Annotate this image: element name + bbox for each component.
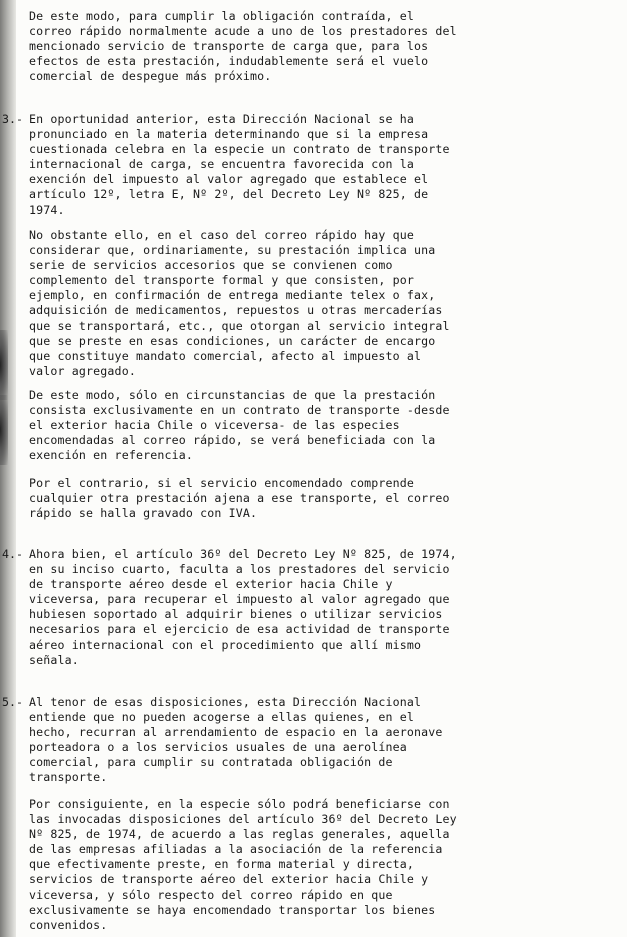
paragraph: Por consiguiente, en la especie sólo podrá beneficiarse con las invocadas disposiciones del artículo 36º del Decreto Ley Nº 825, de 1974, de acuerdo a las reglas generales, aquella de las empresas afiliadas a la asociación de la referencia que efectivamente preste, en forma material y directa, servicios de transporte aéreo del exterior hacia Chile y viceversa, y sólo respecto del correo rápido en que exclusivamente se haya encomendado transportar los bienes convenidos. — [29, 797, 457, 932]
paragraph: Al tenor de esas disposiciones, esta Dirección Nacional entiende que no pueden acogerse a ellas quienes, en el hecho, recurran al arrendamiento de espacio en la aeronave porteadora o a los servicios usuales de una aerolínea comercial, para cumplir su contratada obligación de transporte. — [29, 695, 443, 785]
paragraph: No obstante ello, en el caso del correo rápido hay que considerar que, ordinariamente, su prestación implica una serie de servicios accesorios que se convienen como complemento del transporte formal y que consisten, por ejemplo, en confirmación de entrega mediante telex o fax, adquisición de medicamentos, repuestos u otras mercaderías que se transportará, etc., que otorgan al servicio integral que se preste en esas condiciones, un carácter de encargo que constituye mandato comercial, afecto al impuesto al valor agregado. — [29, 228, 450, 378]
paragraph: De este modo, sólo en circunstancias de que la prestación consista exclusivamente en un contrato de transporte -desde el exterior hacia Chile o viceversa- de las especies encomendadas al correo rápido, se verá beneficiada con la exención en referencia. — [29, 388, 450, 463]
section-number: 3.- — [2, 112, 23, 126]
section-number: 5.- — [2, 695, 23, 709]
punch-hole — [0, 330, 8, 400]
paragraph: En oportunidad anterior, esta Dirección Nacional se ha pronunciado en la materia determinando que si la empresa cuestionada celebra en la especie un contrato de transporte internacional de carga, se encuentra favorecida con la exención del impuesto al valor agregado que establece el artículo 12º, letra E, Nº 2º, del Decreto Ley Nº 825, de 1974. — [29, 112, 450, 217]
page-binding-shadow — [0, 0, 16, 937]
section-number: 4.- — [2, 547, 23, 561]
paragraph: Ahora bien, el artículo 36º del Decreto Ley Nº 825, de 1974, en su inciso cuarto, faculta a los prestadores del servicio de transporte aéreo desde el exterior hacia Chile y viceversa, para recuperar el impuesto al valor agregado que hubiesen soportado al adquirir bienes o utilizar servicios necesarios para el ejercicio de esa actividad de transporte aéreo internacional con el procedimiento que allí mismo señala. — [29, 547, 457, 667]
paragraph: De este modo, para cumplir la obligación contraída, el correo rápido normalmente acude a uno de los prestadores del mencionado servicio de transporte de carga que, para los efectos de esta prestación, indudablemente será el vuelo comercial de despegue más próximo. — [29, 9, 457, 84]
paragraph: Por el contrario, si el servicio encomendado comprende cualquier otra prestación ajena a ese transporte, el correo rápido se halla gravado con IVA. — [29, 476, 450, 521]
punch-hole — [0, 395, 8, 465]
